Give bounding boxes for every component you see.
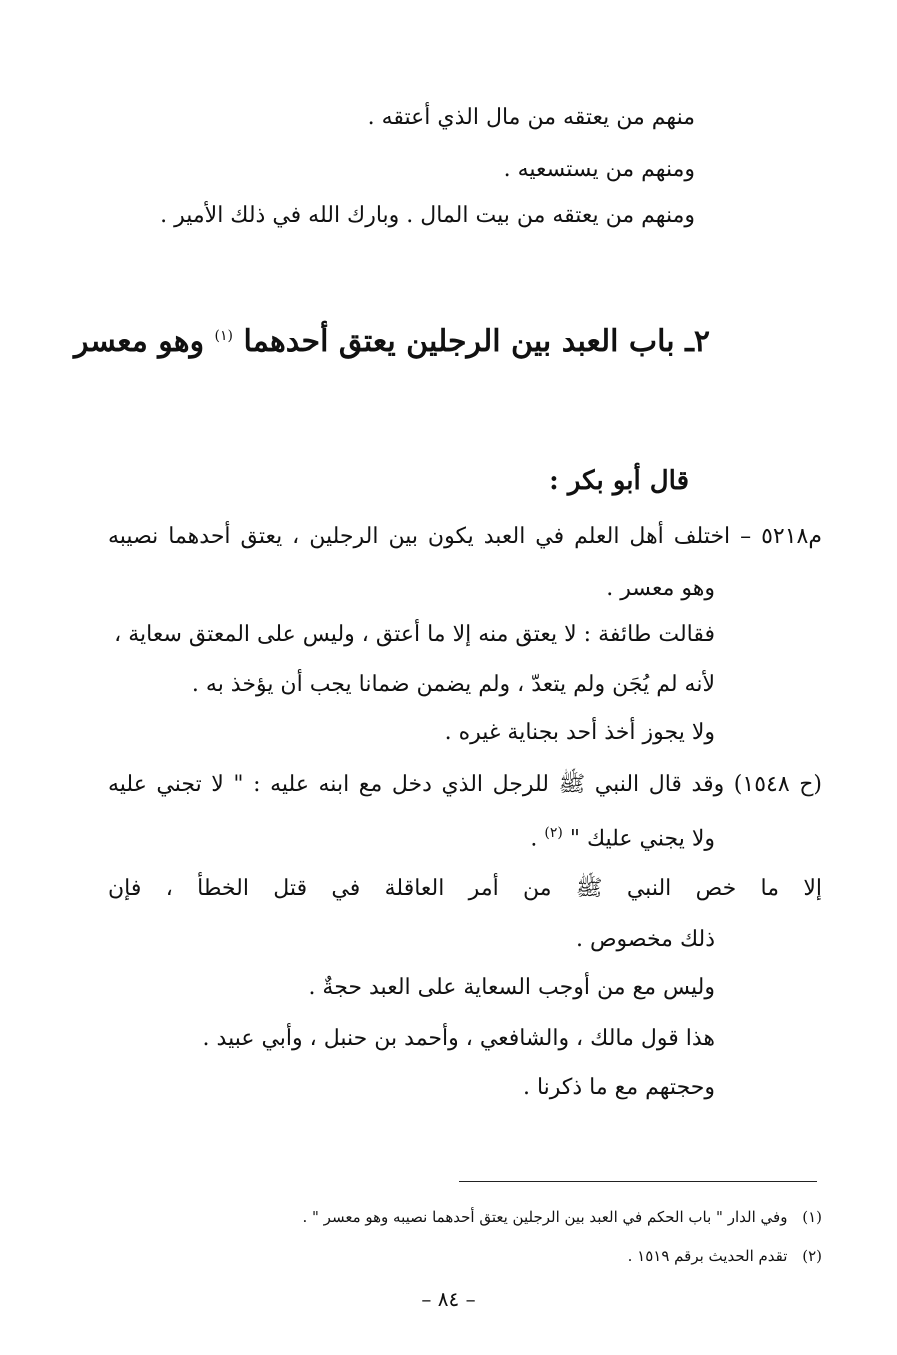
chapter-title-end: وهو معسر (73, 324, 205, 359)
paragraph-line-9: ذلك مخصوص . (575, 927, 715, 952)
footnote-2 (628, 1245, 822, 1267)
paragraph-line-10: وليس مع من أوجب السعاية على العبد حجةٌ . (308, 975, 715, 1000)
paragraph-line-1: م٥٢١٨ – اختلف أهل العلم في العبد يكون بين الرجلين ، يعتق أحدهما نصيبه (108, 524, 822, 549)
footnote-text: تقدم الحديث برقم ١٥١٩ . (627, 1247, 788, 1265)
quote-end: ولا يجني عليك " (569, 826, 715, 852)
chapter-title-main: ٢ـ باب العبد بين الرجلين يعتق أحدهما (243, 324, 710, 359)
footnote-text: وفي الدار " باب الحكم في العبد بين الرجلين يعتق أحدهما نصيبه وهو معسر " . (302, 1208, 788, 1226)
paragraph-line-8: إلا ما خص النبي ﷺ من أمر العاقلة في قتل الخطأ ، فإن (108, 876, 822, 901)
paragraph-line-12: وحجتهم مع ما ذكرنا . (522, 1075, 715, 1100)
paragraph-line-2: وهو معسر . (606, 576, 715, 601)
paragraph-line-4: لأنه لم يُجَن ولم يتعدّ ، ولم يضمن ضمانا يجب أن يؤخذ به . (191, 672, 715, 697)
footnote-1 (302, 1206, 822, 1228)
footnote-ref-2: (٢) (544, 825, 563, 841)
footnote-divider (459, 1181, 817, 1182)
page-number: – ٨٤ – (421, 1287, 476, 1311)
paragraph-line-11: هذا قول مالك ، والشافعي ، وأحمد بن حنبل ، وأبي عبيد . (202, 1026, 715, 1051)
footnote-number: (١) (802, 1208, 822, 1226)
paragraph-line-5: ولا يجوز أخذ أحد بجناية غيره . (444, 720, 715, 745)
paragraph-line-7 (530, 818, 715, 854)
sentence-end: . (530, 826, 538, 852)
text-line-1: منهم من يعتقه من مال الذي أعتقه . (367, 105, 695, 130)
footnote-number: (٢) (802, 1247, 822, 1265)
paragraph-line-6: (ح ١٥٤٨) وقد قال النبي ﷺ للرجل الذي دخل مع ابنه عليه : " لا تجني عليه (108, 772, 822, 797)
section-heading: قال أبو بكر : (549, 466, 689, 496)
chapter-title (74, 324, 710, 359)
paragraph-line-3: فقالت طائفة : لا يعتق منه إلا ما أعتق ، وليس على المعتق سعاية ، (114, 622, 715, 647)
footnote-ref-1: (١) (214, 328, 234, 344)
text-line-3: ومنهم من يعتقه من بيت المال . وبارك الله في ذلك الأمير . (160, 203, 695, 228)
text-line-2: ومنهم من يستسعيه . (503, 157, 695, 182)
